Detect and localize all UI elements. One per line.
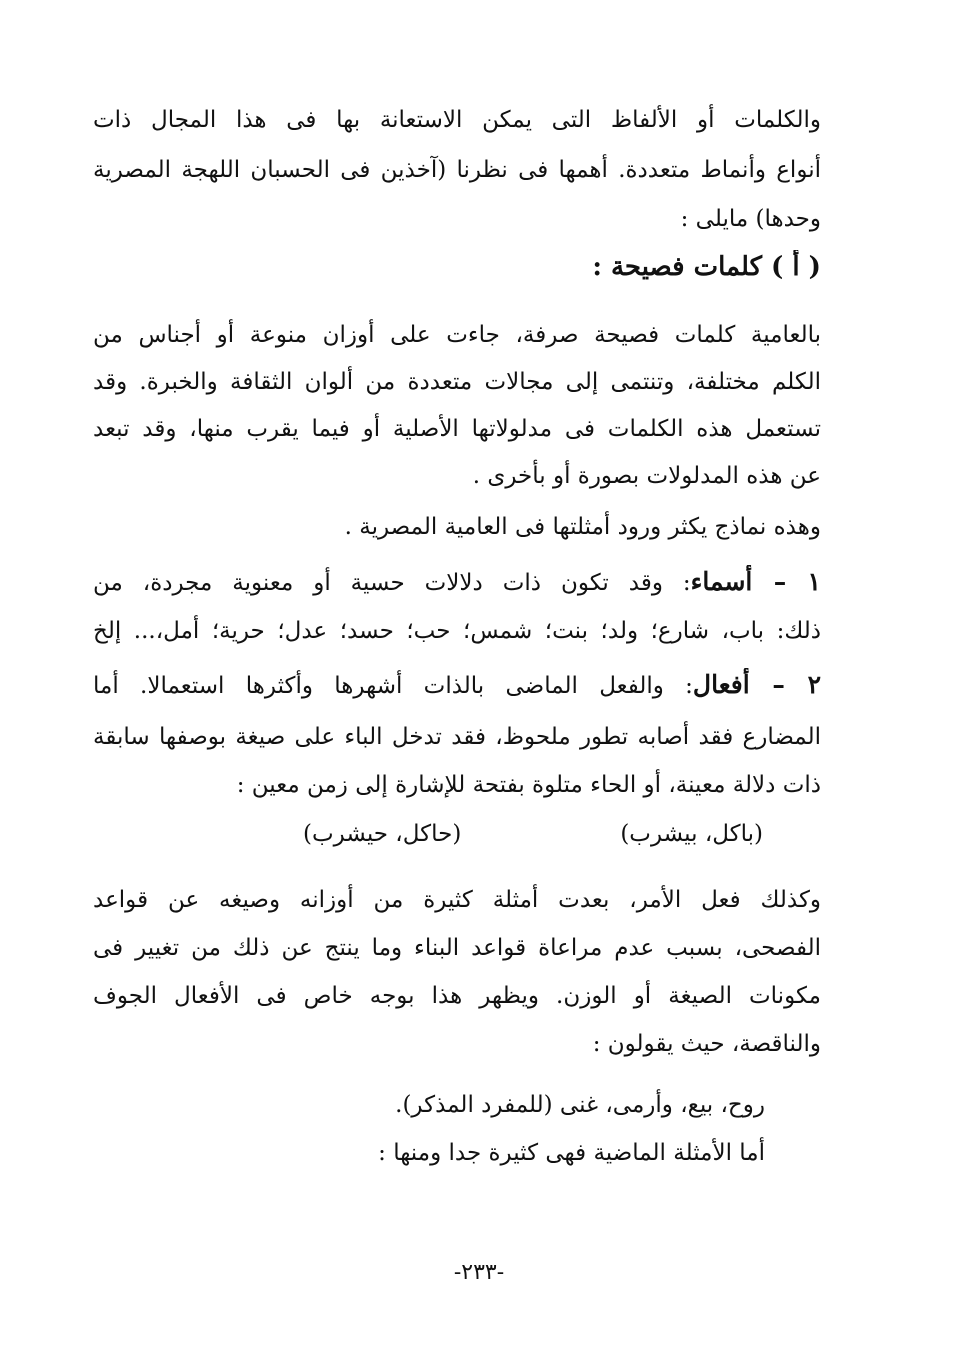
paragraph-4-line-1: وكذلك فعل الأمر، بعدت أمثلة كثيرة من أوزانه وصيغه عن قواعد xyxy=(93,887,821,913)
paragraph-2-line-3: تستعمل هذه الكلمات فى مدلولاتها الأصلية أو فيما يقرب منها، وقد تبعد xyxy=(93,416,821,442)
example-first: (باكل، بيشرب) xyxy=(620,821,763,847)
paragraph-4-line-4: والناقصة، حيث يقولون : xyxy=(592,1031,821,1057)
paragraph-3-line-1: وهذه نماذج يكثر ورود أمثلتها فى العامية المصرية . xyxy=(344,514,821,540)
item-2-line-1 xyxy=(93,668,821,703)
section-heading-a xyxy=(93,250,821,285)
item-2-lead: ٢ – أفعال xyxy=(692,670,821,699)
paragraph-2-line-2: الكلم مختلفة، وتنتمى إلى مجالات متعددة من ألوان الثقافة والخبرة. وقد xyxy=(93,369,821,395)
item-2-line-1-text: : والفعل الماضى بالذات أشهرها وأكثرها استعمالا. أما xyxy=(93,673,693,699)
item-1-line-2: ذلك: باب، شارع؛ ولد؛ بنت؛ شمس؛ حب؛ حسد؛ عدل؛ حرية؛ أمل،... إلخ xyxy=(93,618,821,644)
paragraph-5-line-2: أما الأمثلة الماضية فهى كثيرة جدا ومنها : xyxy=(378,1140,765,1166)
page-number: -٢٣٣- xyxy=(453,1260,505,1285)
item-1-lead: ١ – أسماء xyxy=(690,567,821,596)
paragraph-2-line-1: بالعامية كلمات فصيحة صرفة، جاءت على أوزان منوعة أو أجناس من xyxy=(93,322,821,348)
item-1-line-1-text: : وقد تكون ذات دلالات حسية أو معنوية مجردة، من xyxy=(93,570,691,596)
item-2-line-3: ذات دلالة معينة، أو الحاء متلوة بفتحة للإشارة إلى زمن معين : xyxy=(236,772,821,798)
paragraph-5-line-1: روح، بيع، وأرمى، غنى (للمفرد المذكر). xyxy=(395,1092,765,1118)
paragraph-1-line-2: أنواع وأنماط متعددة. أهمها فى نظرنا (آخذين فى الحسبان اللهجة المصرية xyxy=(93,157,821,183)
example-second: (حاكل، حيشرب) xyxy=(303,821,462,847)
paragraph-2-line-4: عن هذه المدلولات بصورة أو بأخرى . xyxy=(472,463,821,489)
paragraph-1-line-3: وحدها) مايلى : xyxy=(680,206,821,232)
item-1-line-1 xyxy=(93,565,821,600)
section-heading-a-text: ( أ ) كلمات فصيحة : xyxy=(592,252,821,282)
paragraph-4-line-2: الفصحى، بسبب عدم مراعاة قواعد البناء وما ينتج عن ذلك من تغيير فى xyxy=(93,935,821,961)
item-2-line-2: المضارع فقد أصابه تطور ملحوظ، فقد تدخل الباء على صيغة بوصفها سابقة xyxy=(93,724,821,750)
paragraph-4-line-3: مكونات الصيغة أو الوزن. ويظهر هذا بوجه خاص فى الأفعال الجوف xyxy=(93,983,821,1009)
paragraph-1-line-1: والكلمات أو الألفاظ التى يمكن الاستعانة بها فى هذا المجال ذات xyxy=(93,107,821,133)
examples-row xyxy=(303,817,763,851)
